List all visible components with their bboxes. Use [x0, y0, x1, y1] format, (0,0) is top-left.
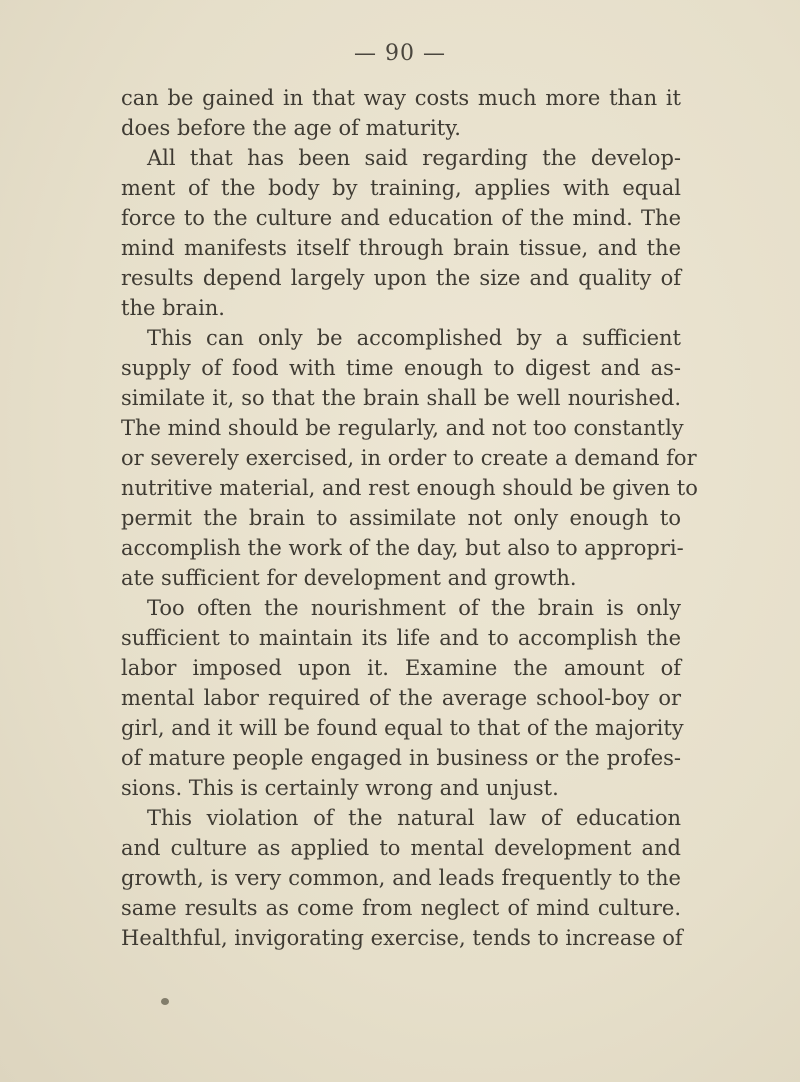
body-text — [121, 83, 698, 953]
text-line: girl, and it will be found equal to that of the majority — [121, 716, 684, 740]
page-number: — 90 — — [354, 41, 446, 66]
text-line: This violation of the natural law of education — [147, 806, 681, 830]
text-line: or severely exercised, in order to create a demand for — [121, 446, 697, 470]
text-line: sions. This is certainly wrong and unjust. — [121, 776, 559, 800]
text-line: Healthful, invigorating exercise, tends to increase of — [121, 926, 683, 950]
text-line: results depend largely upon the size and quality of — [121, 266, 681, 290]
text-line: growth, is very common, and leads frequently to the — [121, 866, 681, 890]
text-line: and culture as applied to mental development and — [121, 836, 681, 860]
text-line: Too often the nourishment of the brain is only — [147, 596, 681, 620]
text-line: This can only be accomplished by a sufficient — [147, 326, 681, 350]
text-line: sufficient to maintain its life and to accomplish the — [121, 626, 681, 650]
text-line: mental labor required of the average school-boy or — [121, 686, 681, 710]
text-line: does before the age of maturity. — [121, 116, 461, 140]
text-line: can be gained in that way costs much more than it — [121, 86, 681, 110]
text-line: labor imposed upon it. Examine the amount of — [121, 656, 681, 680]
text-line: accomplish the work of the day, but also to appropri- — [121, 536, 684, 560]
ink-speck — [161, 998, 169, 1005]
text-line: similate it, so that the brain shall be well nourished. — [121, 386, 681, 410]
text-line: of mature people engaged in business or the profes- — [121, 746, 681, 770]
text-line: supply of food with time enough to digest and as- — [121, 356, 681, 380]
text-line: the brain. — [121, 296, 225, 320]
text-line: force to the culture and education of the mind. The — [121, 206, 681, 230]
text-line: same results as come from neglect of mind culture. — [121, 896, 681, 920]
text-line: All that has been said regarding the develop- — [147, 146, 681, 170]
text-line: ate sufficient for development and growth. — [121, 566, 577, 590]
text-line: permit the brain to assimilate not only enough to — [121, 506, 681, 530]
text-line: The mind should be regularly, and not too constantly — [121, 416, 684, 440]
text-line: nutritive material, and rest enough should be given to — [121, 476, 698, 500]
text-line: mind manifests itself through brain tissue, and the — [121, 236, 681, 260]
text-line: ment of the body by training, applies with equal — [121, 176, 681, 200]
